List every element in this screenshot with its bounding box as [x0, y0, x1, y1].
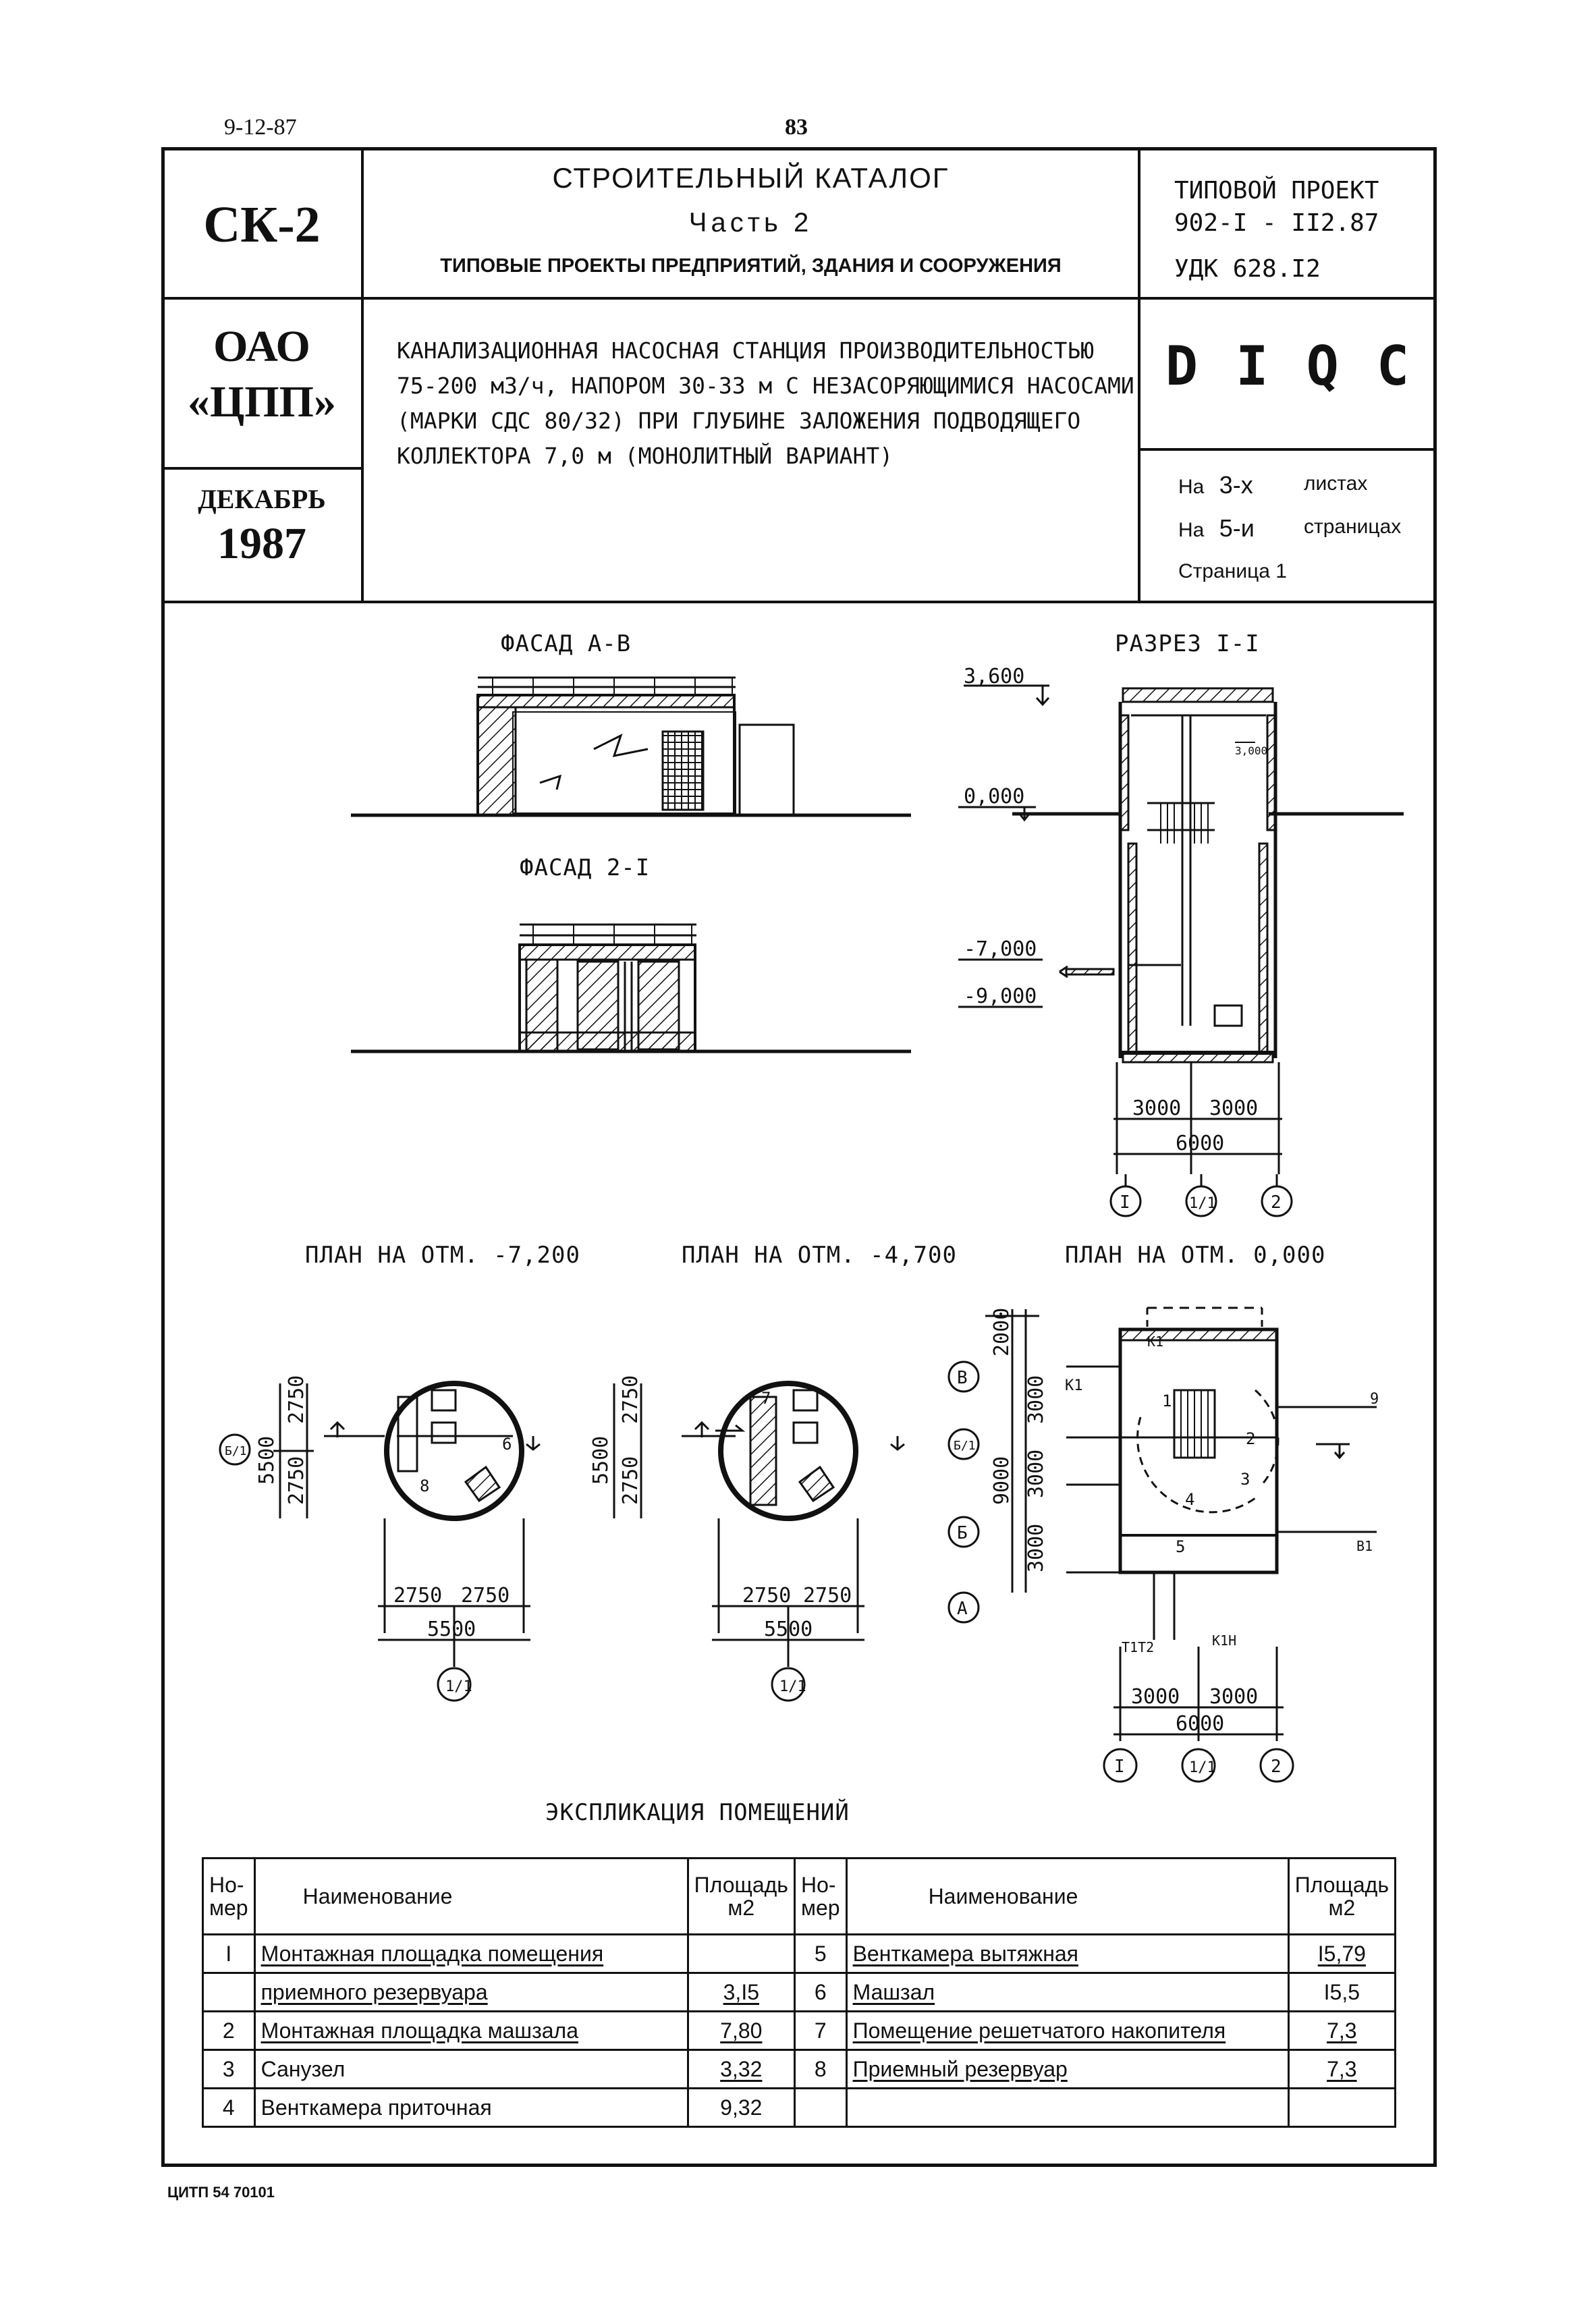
elevation-label: -7,000	[964, 937, 1037, 961]
cell-number: I	[203, 1935, 255, 1973]
cell-name: Приемный резервуар	[846, 2050, 1288, 2089]
explication-table	[202, 1857, 1396, 2128]
document-code: D I Q C	[1165, 335, 1412, 397]
cell-number: 6	[794, 1973, 846, 2012]
cell-number: 8	[794, 2050, 846, 2089]
section-mark: 3,000	[1235, 744, 1268, 757]
axis-label: 2	[1271, 1757, 1282, 1777]
axis-label: 1/1	[779, 1678, 806, 1695]
cell-area	[688, 1935, 794, 1973]
axis-label: А	[957, 1599, 968, 1619]
pages-number: 5-и	[1219, 514, 1255, 542]
cell-number: 3	[203, 2050, 255, 2089]
pipe-mark: 9	[1370, 1391, 1379, 1408]
elevation-label: 3,600	[964, 665, 1025, 688]
catalog-subtitle: ТИПОВЫЕ ПРОЕКТЫ ПРЕДПРИЯТИЙ, ЗДАНИЯ И СООРУЖЕНИЯ	[440, 255, 1062, 277]
issue-year: 1987	[217, 519, 306, 568]
table-row	[203, 2089, 1396, 2127]
header-area	[688, 1859, 794, 1935]
cell-name: Венткамера приточная	[254, 2089, 688, 2127]
room-number: 2	[1246, 1429, 1256, 1448]
header-area-line: Площадь	[694, 1873, 788, 1897]
section-title: РАЗРЕЗ I-I	[1115, 630, 1260, 657]
pipe-mark: Т1Т2	[1122, 1639, 1155, 1655]
sheets-word: листах	[1304, 472, 1368, 495]
issue-month: ДЕКАБРЬ	[198, 484, 326, 514]
dimension-label: 2750	[619, 1456, 642, 1505]
plan-2-drawing	[614, 1383, 904, 1701]
dimension-label: 5500	[427, 1618, 476, 1641]
footer-code: ЦИТП 54 70101	[167, 2184, 275, 2201]
sheets-number: 3-х	[1219, 471, 1253, 499]
cell-area: 7,80	[688, 2012, 794, 2050]
cell-area: 3,32	[688, 2050, 794, 2089]
table-header-row	[203, 1859, 1396, 1935]
header-number-line: Но-	[800, 1873, 836, 1897]
dimension-label: 2750	[461, 1584, 510, 1607]
plan-3-drawing	[949, 1308, 1377, 1782]
header-name: Наименование	[254, 1859, 688, 1935]
cell-area: 7,3	[1288, 2012, 1395, 2050]
udk-code: УДК 628.I2	[1174, 255, 1321, 283]
org-name-line1: ОАО	[213, 322, 310, 371]
description-line: КОЛЛЕКТОРА 7,0 м (МОНОЛИТНЫЙ ВАРИАНТ)	[397, 443, 893, 469]
facade-ab-drawing	[351, 678, 911, 815]
dimension-label: 2750	[742, 1584, 792, 1607]
cell-name: приемного резервуара	[254, 1973, 688, 2012]
org-name-line2: «ЦПП»	[187, 377, 336, 426]
cell-name: Машзал	[846, 1973, 1288, 2012]
sheets-prefix: На	[1178, 476, 1205, 498]
pages-prefix: На	[1178, 519, 1205, 541]
dimension-label: 9000	[990, 1456, 1014, 1505]
dimension-label: 3000	[1024, 1375, 1048, 1424]
table-row	[203, 1935, 1396, 1973]
header-number	[203, 1859, 255, 1935]
room-number: 1	[1162, 1392, 1172, 1410]
cell-name: Помещение решетчатого накопителя	[846, 2012, 1288, 2050]
plan-3-title: ПЛАН НА ОТМ. 0,000	[1065, 1242, 1326, 1269]
explication-title: ЭКСПЛИКАЦИЯ ПОМЕЩЕНИЙ	[545, 1799, 850, 1826]
catalog-title: СТРОИТЕЛЬНЫЙ КАТАЛОГ	[552, 162, 950, 194]
plan-2-title: ПЛАН НА ОТМ. -4,700	[682, 1242, 957, 1269]
cell-number: 4	[203, 2089, 255, 2127]
cell-number: 2	[203, 2012, 255, 2050]
description-line: (МАРКИ СДС 80/32) ПРИ ГЛУБИНЕ ЗАЛОЖЕНИЯ ПОДВОДЯЩЕГО	[397, 408, 1081, 434]
header-number-line: мер	[209, 1896, 248, 1920]
elevation-label: -9,000	[964, 985, 1037, 1008]
page-date: 9-12-87	[224, 115, 297, 140]
series-code: СК-2	[203, 196, 321, 253]
axis-label: 1/1	[1189, 1759, 1216, 1776]
dimension-label: 3000	[1024, 1449, 1048, 1498]
axis-label: I	[1120, 1192, 1130, 1213]
cell-area: 9,32	[688, 2089, 794, 2127]
axis-label: Б	[957, 1523, 968, 1543]
dimension-label: 2750	[803, 1584, 852, 1607]
room-number: 4	[1185, 1490, 1195, 1509]
axis-label: В	[957, 1368, 968, 1388]
dimension-label: 2000	[990, 1307, 1014, 1356]
dimension-label: 2750	[619, 1375, 642, 1424]
table-row	[203, 2012, 1396, 2050]
cell-number: 7	[794, 2012, 846, 2050]
dimension-label: 3000	[1132, 1097, 1182, 1120]
dimension-label: 5500	[764, 1618, 813, 1641]
axis-label: Б/1	[225, 1444, 247, 1458]
pipe-mark: К1Н	[1212, 1632, 1237, 1649]
cell-area: I5,5	[1288, 1973, 1395, 2012]
dimension-label: 3000	[1131, 1685, 1180, 1709]
dimension-label: 3000	[1209, 1097, 1259, 1120]
cell-name: Санузел	[254, 2050, 688, 2089]
dimension-label: 6000	[1176, 1132, 1225, 1155]
cell-name: Монтажная площадка помещения	[254, 1935, 688, 1973]
cell-name: Венткамера вытяжная	[846, 1935, 1288, 1973]
cell-name: Монтажная площадка машзала	[254, 2012, 688, 2050]
room-number: 3	[1240, 1470, 1250, 1489]
cell-area	[1288, 2089, 1395, 2127]
cell-number	[203, 1973, 255, 2012]
table-row	[203, 2050, 1396, 2089]
pipe-mark: К1	[1147, 1333, 1164, 1350]
room-number: 7	[761, 1389, 771, 1408]
description-line: КАНАЛИЗАЦИОННАЯ НАСОСНАЯ СТАНЦИЯ ПРОИЗВОДИТЕЛЬНОСТЬЮ	[397, 337, 1095, 364]
axis-label: 1/1	[1189, 1195, 1216, 1212]
elevation-label: 0,000	[964, 785, 1025, 808]
header-area-line: м2	[727, 1896, 755, 1920]
facade-21-title: ФАСАД 2-I	[520, 854, 651, 881]
header-number-line: мер	[800, 1896, 840, 1920]
axis-label: 1/1	[445, 1678, 472, 1695]
cell-number	[794, 2089, 846, 2127]
page-label: Страница 1	[1178, 560, 1287, 582]
dimension-label: 5500	[589, 1435, 613, 1485]
dimension-label: 3000	[1024, 1523, 1048, 1572]
table-row	[203, 1973, 1396, 2012]
dimension-label: 2750	[285, 1375, 308, 1424]
facade-21-drawing	[351, 925, 911, 1051]
header-area-line: м2	[1328, 1896, 1356, 1920]
pipe-mark: К1	[1065, 1377, 1083, 1394]
header-area	[1288, 1859, 1395, 1935]
pipe-mark: В1	[1356, 1538, 1373, 1554]
pages-word: страницах	[1304, 516, 1402, 538]
dimension-label: 2750	[285, 1456, 308, 1505]
axis-label: Б/1	[954, 1439, 976, 1453]
cell-name	[846, 2089, 1288, 2127]
cell-area: 7,3	[1288, 2050, 1395, 2089]
header-number-line: Но-	[209, 1873, 244, 1897]
cell-area: 3,I5	[688, 1973, 794, 2012]
project-label: ТИПОВОЙ ПРОЕКТ	[1174, 177, 1379, 204]
header-area-line: Площадь	[1294, 1873, 1389, 1897]
room-number: 8	[420, 1477, 430, 1495]
header-number	[794, 1859, 846, 1935]
facade-ab-title: ФАСАД А-В	[501, 630, 632, 657]
project-number: 902-I - II2.87	[1174, 209, 1379, 237]
axis-label: 2	[1271, 1192, 1282, 1213]
dimension-label: 5500	[255, 1435, 279, 1485]
cell-number: 5	[794, 1935, 846, 1973]
dimension-label: 3000	[1209, 1685, 1259, 1709]
axis-label: I	[1114, 1757, 1125, 1777]
cell-area: I5,79	[1288, 1935, 1395, 1973]
room-number: 5	[1176, 1537, 1186, 1556]
dimension-label: 2750	[393, 1584, 443, 1607]
plan-1-title: ПЛАН НА ОТМ. -7,200	[305, 1242, 580, 1269]
description-line: 75-200 м3/ч, НАПОРОМ 30-33 м С НЕЗАСОРЯЮЩИМИСЯ НАСОСАМИ	[397, 373, 1134, 399]
room-number: 6	[502, 1435, 512, 1454]
dimension-label: 6000	[1176, 1712, 1225, 1736]
catalog-part: Часть 2	[688, 208, 813, 238]
page-number: 83	[785, 115, 808, 140]
plan-1-drawing	[220, 1383, 540, 1701]
header-name: Наименование	[846, 1859, 1288, 1935]
